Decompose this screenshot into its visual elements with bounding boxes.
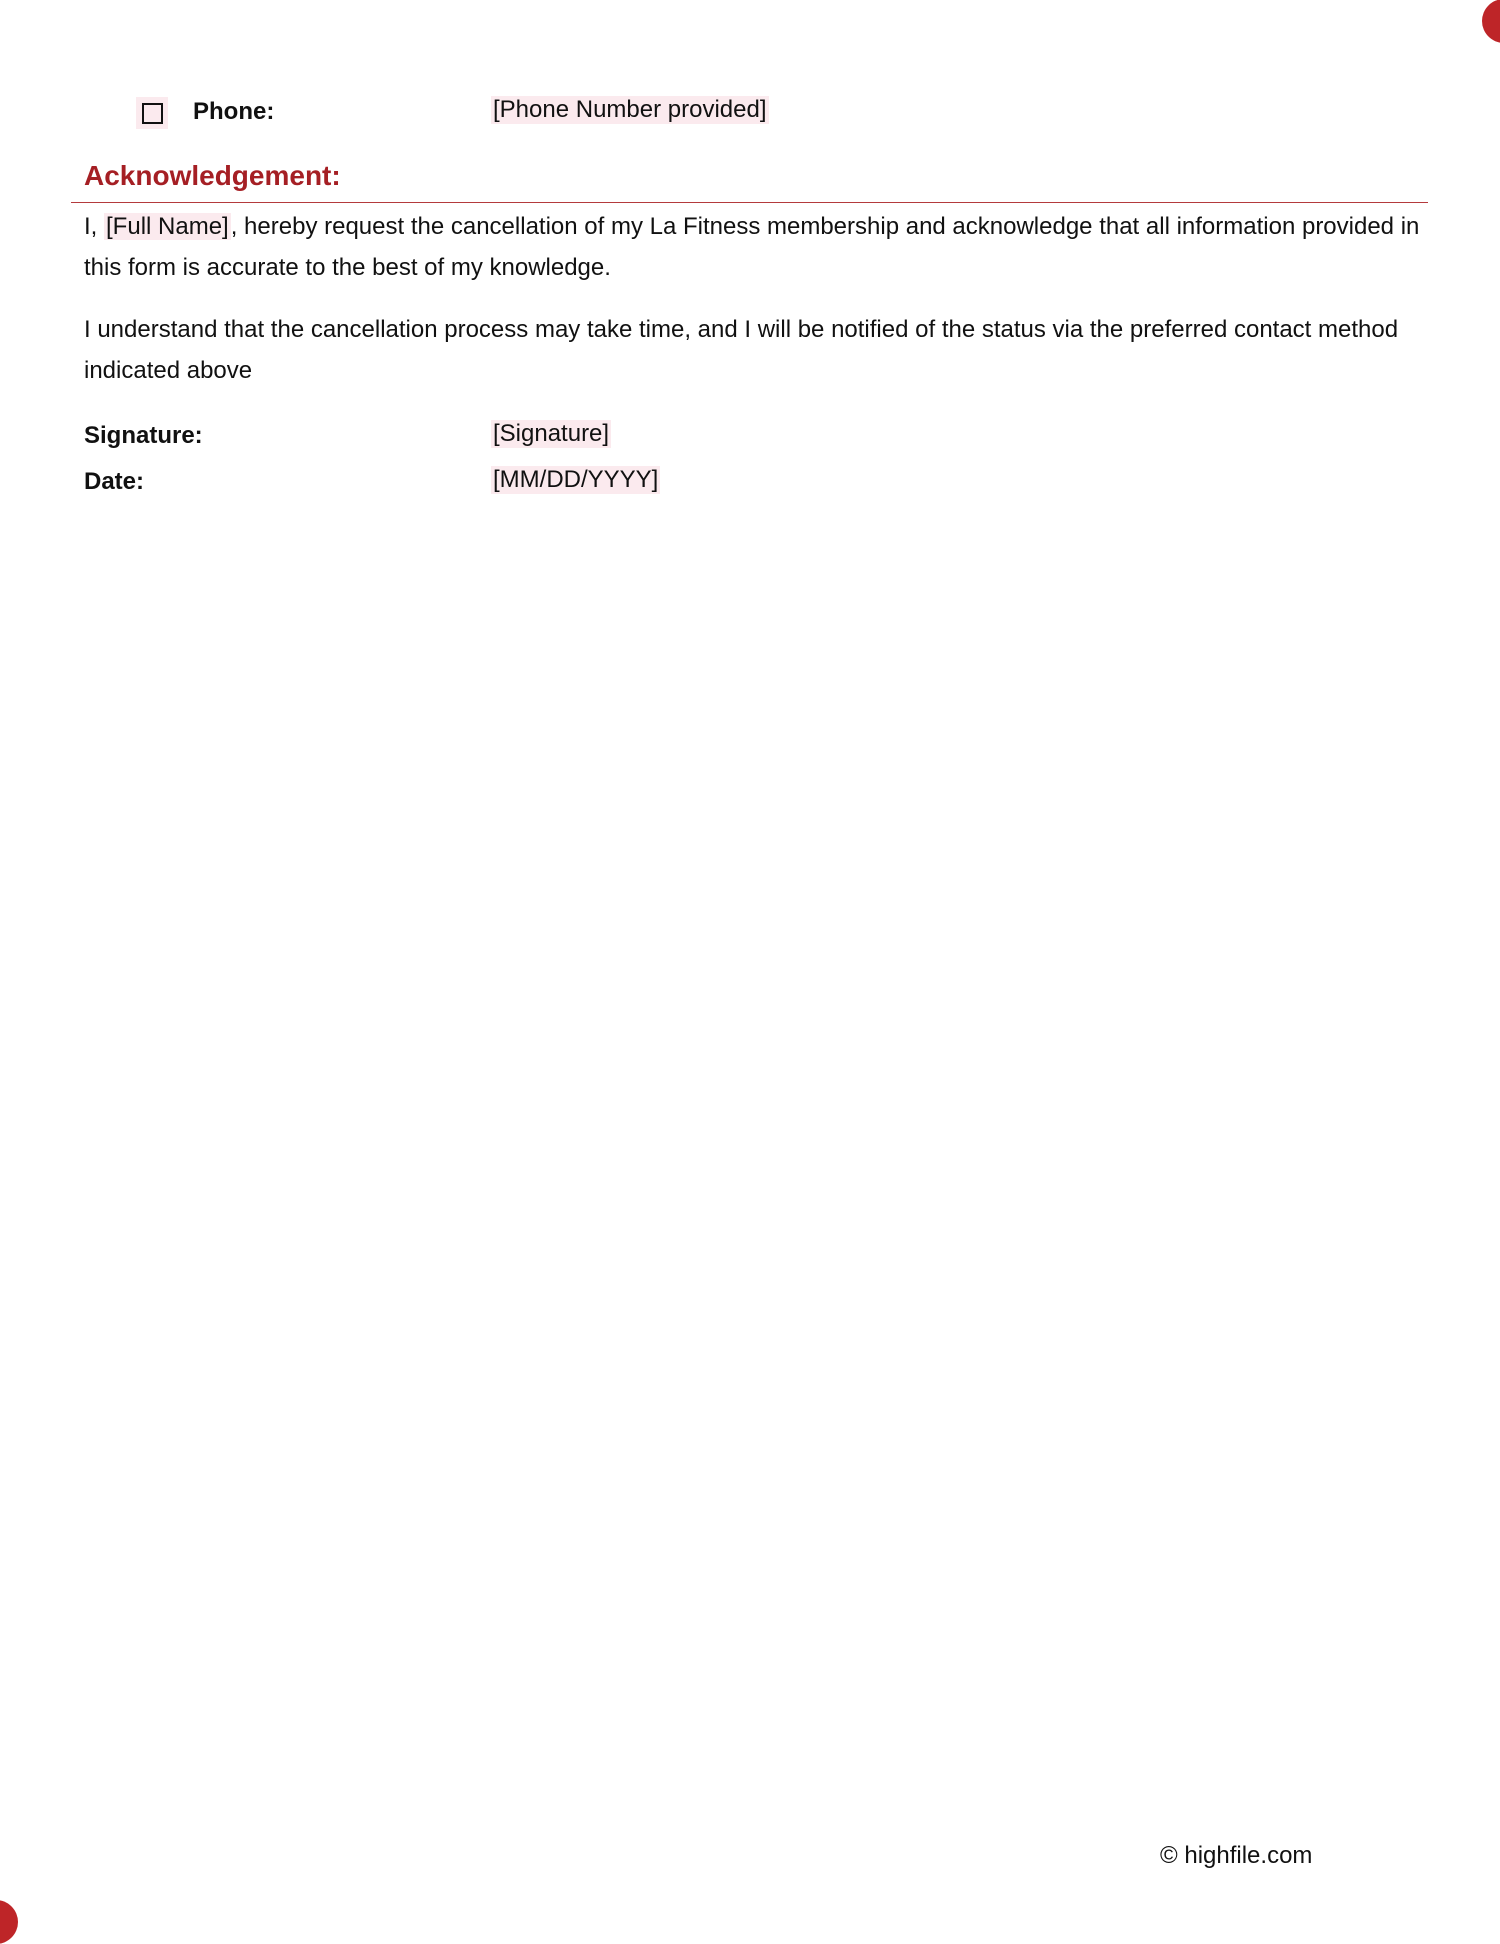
checkbox-square-icon (142, 103, 163, 124)
decorative-circle-bottom-left (0, 1900, 18, 1944)
date-label: Date: (84, 468, 145, 495)
phone-label: Phone: (193, 98, 275, 125)
phone-checkbox[interactable] (136, 97, 168, 129)
decorative-circle-top-right (1482, 0, 1500, 43)
section-divider (71, 202, 1428, 203)
phone-field[interactable]: [Phone Number provided] (493, 96, 767, 123)
footer-copyright: © highfile.com (1160, 1842, 1313, 1869)
acknowledgement-paragraph-1 (84, 206, 1424, 288)
full-name-field[interactable]: [Full Name] (106, 213, 229, 240)
acknowledgement-heading: Acknowledgement: (84, 160, 341, 191)
p1-text: , hereby request the cancellation of my La Fitness membership and acknowledge that all information provided in this form is accurate to the best of my knowledge. (84, 213, 1420, 281)
date-field[interactable]: [MM/DD/YYYY] (493, 466, 659, 493)
acknowledgement-paragraph-2: I understand that the cancellation process may take time, and I will be notified of the status via the preferred contact method indicated above (84, 316, 1399, 384)
p1-prefix: I, (84, 213, 105, 240)
signature-field[interactable]: [Signature] (493, 420, 610, 447)
signature-label: Signature: (84, 422, 203, 449)
